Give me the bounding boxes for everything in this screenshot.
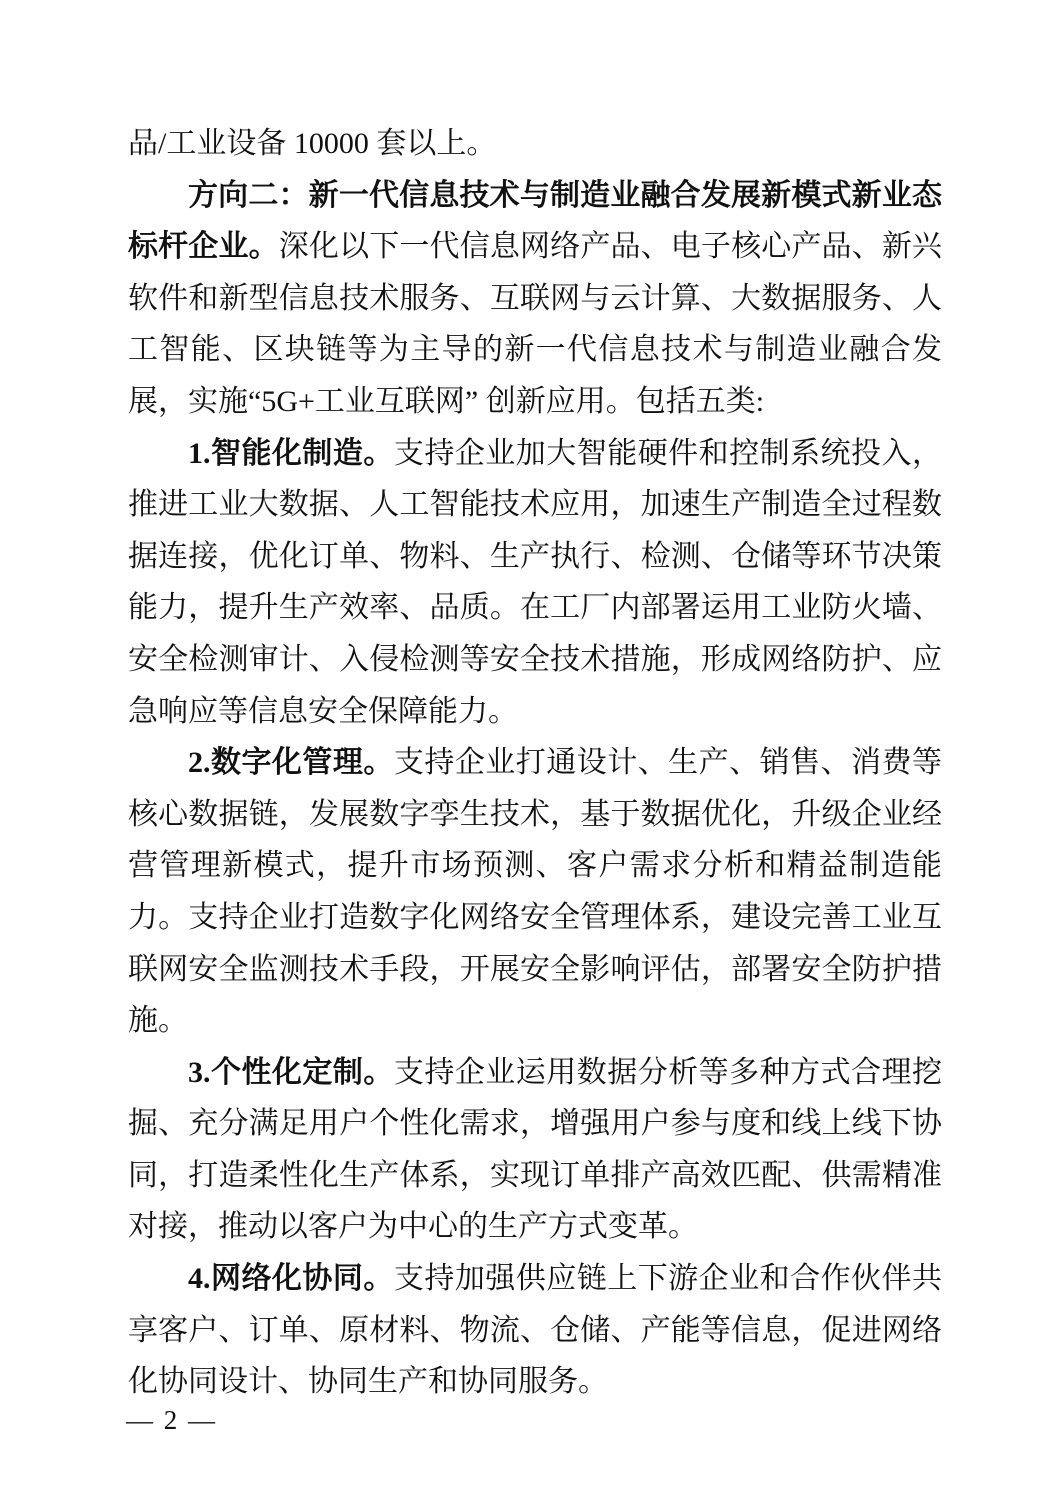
paragraph bbox=[128, 1047, 942, 1253]
document-body bbox=[128, 118, 942, 1408]
text-run: 支持企业运用数据分析等多种方式合理挖掘、充分满足用户个性化需求，增强用户参与度和线上线下协同，打造柔性化生产体系，实现订单排产高效匹配、供需精准对接，推动以客户为中心的生产方式变革。 bbox=[128, 1055, 943, 1244]
bold-text-run: 2.数字化管理。 bbox=[188, 746, 394, 780]
text-run: 支持企业打通设计、生产、销售、消费等核心数据链，发展数字孪生技术，基于数据优化，升级企业经营管理新模式，提升市场预测、客户需求分析和精益制造能力。支持企业打造数字化网络安全管理体系，建设完善工业互联网安全监测技术手段，开展安全影响评估，部署安全防护措施。 bbox=[128, 746, 943, 1038]
text-run: 支持加强供应链上下游企业和合作伙伴共享客户、订单、原材料、物流、仓储、产能等信息，促进网络化协同设计、协同生产和协同服务。 bbox=[128, 1262, 943, 1399]
text-run: 深化以下一代信息网络产品、电子核心产品、新兴软件和新型信息技术服务、互联网与云计算、大数据服务、人工智能、区块链等为主导的新一代信息技术与制造业融合发展，实施“5G+工业互联网” 创新应用。包括五类: bbox=[128, 230, 943, 418]
bold-text-run: 1.智能化制造。 bbox=[188, 436, 394, 470]
paragraph bbox=[128, 118, 942, 170]
text-run: 支持企业加大智能硬件和控制系统投入，推进工业大数据、人工智能技术应用，加速生产制造全过程数据连接，优化订单、物料、生产执行、检测、仓储等环节决策能力，提升生产效率、品质。在工厂内部署运用工业防火墙、安全检测审计、入侵检测等安全技术措施，形成网络防护、应急响应等信息安全保障能力。 bbox=[128, 436, 943, 728]
paragraph bbox=[128, 737, 942, 1047]
page-number: — 2 — bbox=[126, 1405, 217, 1435]
bold-text-run: 3.个性化定制。 bbox=[188, 1055, 394, 1089]
bold-text-run: 方向二：新一代信息技术与制造业融合发展新模式新业态标杆企业。 bbox=[128, 178, 942, 264]
bold-text-run: 4.网络化协同。 bbox=[188, 1262, 394, 1296]
paragraph bbox=[128, 428, 942, 738]
paragraph bbox=[128, 1253, 942, 1408]
paragraph bbox=[128, 170, 942, 428]
text-run: 品/工业设备 10000 套以上。 bbox=[128, 127, 497, 160]
